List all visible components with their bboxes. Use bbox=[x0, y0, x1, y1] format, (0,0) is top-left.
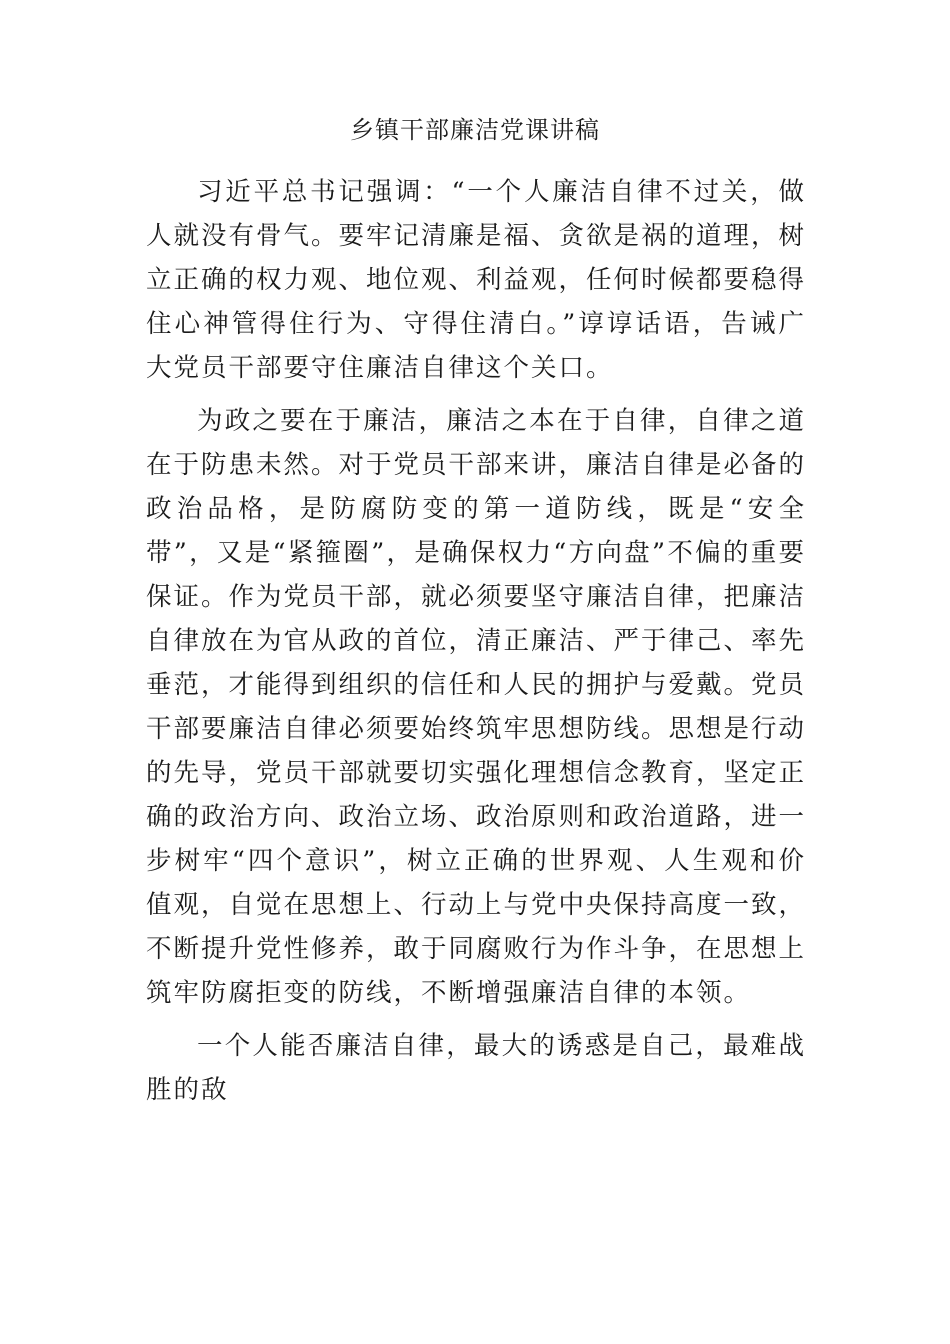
paragraph-1: 习近平总书记强调：“一个人廉洁自律不过关，做人就没有骨气。要牢记清廉是福、贪欲是祸的道理，树立正确的权力观、地位观、利益观，任何时候都要稳得住心神管得住行为、守得住清白。”谆谆话语，告诫广大党员干部要守住廉洁自律这个关口。 bbox=[146, 177, 807, 383]
document-body bbox=[146, 170, 806, 1121]
document-title: 乡镇干部廉洁党课讲稿 bbox=[350, 116, 600, 144]
paragraph-3: 一个人能否廉洁自律，最大的诱惑是自己，最难战胜的敌 bbox=[146, 1031, 806, 1105]
paragraph-2: 为政之要在于廉洁，廉洁之本在于自律，自律之道在于防患未然。对于党员干部来讲，廉洁自律是必备的政治品格，是防腐防变的第一道防线，既是“安全带”，又是“紧箍圈”，是确保权力“方向盘”不偏的重要保证。作为党员干部，就必须要坚守廉洁自律，把廉洁自律放在为官从政的首位，清正廉洁、严于律己、率先垂范，才能得到组织的信任和人民的拥护与爱戴。党员干部要廉洁自律必须要始终筑牢思想防线。思想是行动的先导，党员干部就要切实强化理想信念教育，坚定正确的政治方向、政治立场、政治原则和政治道路，进一步树牢“四个意识”，树立正确的世界观、人生观和价值观，自觉在思想上、行动上与党中央保持高度一致，不断提升党性修养，敢于同腐败行为作斗争，在思想上筑牢防腐拒变的防线，不断增强廉洁自律的本领。 bbox=[146, 406, 807, 1008]
